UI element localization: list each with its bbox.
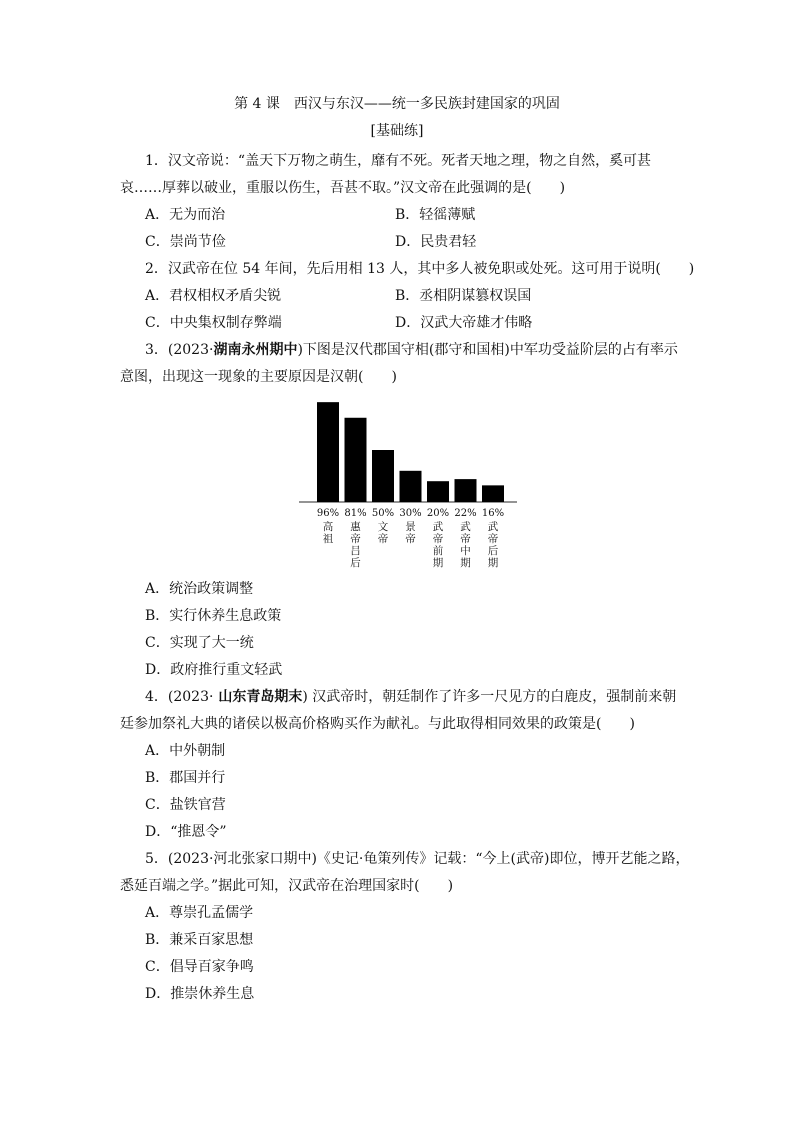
bar-1 [317, 402, 339, 502]
q1-line1: 1．汉文帝说：“盖天下万物之萌生，靡有不死。死者天地之理，物之自然，奚可甚 [145, 153, 652, 169]
q3-source: 湖南永州期中 [213, 342, 298, 358]
q3-option-b[interactable]: B．实行休养生息政策 [145, 608, 282, 624]
q3-option-a[interactable]: A．统治政策调整 [145, 581, 254, 597]
q2-line1: 2．汉武帝在位 54 年间，先后用相 13 人，其中多人被免职或处死。这可用于说明( ) [145, 261, 695, 277]
q4-line2: 廷参加祭礼大典的诸侯以极高价格购买作为献礼。与此取得相同效果的政策是( ) [120, 716, 635, 732]
value-label-6: 22% [454, 508, 477, 519]
q1-option-a[interactable]: A．无为而治 [145, 207, 226, 223]
bar-chart [295, 393, 525, 573]
q2-option-b[interactable]: B．丞相阴谋篡权误国 [395, 288, 532, 304]
q5-option-a[interactable]: A．尊崇孔孟儒学 [145, 905, 254, 921]
value-label-3: 50% [371, 508, 395, 519]
chart-category-labels [323, 520, 499, 569]
q4-option-a[interactable]: A．中外朝制 [145, 743, 226, 759]
q3-option-c[interactable]: C．实现了大一统 [145, 635, 254, 651]
q4-line1 [145, 687, 676, 707]
q3-line1 [145, 340, 678, 360]
q3-line1-rest: )下图是汉代郡国守相(郡守和国相)中军功受益阶层的占有率示 [297, 342, 678, 358]
category-label-1: 高祖 [322, 521, 334, 545]
category-label-2: 惠帝吕后 [350, 521, 361, 569]
q3-line2: 意图，出现这一现象的主要原因是汉朝( ) [120, 369, 397, 385]
q5-line1-rest: )《史记·龟策列传》记载：“今上(武帝)即位，博开艺能之路， [311, 851, 690, 867]
chart-value-labels [317, 508, 504, 519]
q5-option-c[interactable]: C．倡导百家争鸣 [145, 959, 254, 975]
bar-7 [482, 485, 504, 502]
q4-prefix: 4．(2023· [145, 689, 214, 705]
q3-prefix: 3．(2023· [145, 342, 214, 358]
q5-option-b[interactable]: B．兼采百家思想 [145, 932, 254, 948]
q3-option-d[interactable]: D．政府推行重文轻武 [145, 662, 283, 678]
q5-option-d[interactable]: D．推崇休养生息 [145, 986, 255, 1002]
value-label-5: 20% [426, 508, 450, 519]
lesson-title: 第 4 课 西汉与东汉——统一多民族封建国家的巩固 [234, 96, 560, 112]
q4-option-d[interactable]: D．“推恩令” [145, 824, 227, 840]
q4-line1-rest: ) 汉武帝时，朝廷制作了许多一尺见方的白鹿皮，强制前来朝 [302, 689, 677, 705]
category-label-7: 武帝后期 [487, 521, 499, 569]
category-label-3: 文帝 [377, 521, 389, 545]
value-label-2: 81% [344, 508, 367, 519]
q4-option-c[interactable]: C．盐铁官营 [145, 797, 226, 813]
bar-3 [372, 450, 394, 502]
q2-option-a[interactable]: A．君权相权矛盾尖锐 [145, 288, 282, 304]
value-label-1: 96% [316, 508, 340, 519]
bar-5 [427, 481, 449, 502]
q2-option-c[interactable]: C．中央集权制存弊端 [145, 315, 282, 331]
q2-option-d[interactable]: D．汉武大帝雄才伟略 [395, 315, 533, 331]
bar-4 [400, 471, 422, 502]
value-label-7: 16% [481, 508, 505, 519]
value-label-4: 30% [399, 508, 422, 519]
q4-source: 山东青岛期末 [213, 689, 303, 705]
bar-2 [345, 418, 367, 502]
category-label-5: 武帝前期 [432, 521, 444, 569]
q1-option-c[interactable]: C．崇尚节俭 [145, 234, 226, 250]
q5-line1 [145, 849, 689, 869]
bar-6 [455, 479, 477, 502]
q1-line2: 哀……厚葬以破业，重服以伤生，吾甚不取。”汉文帝在此强调的是( ) [120, 180, 566, 196]
q1-option-d[interactable]: D．民贵君轻 [395, 234, 477, 250]
q4-option-b[interactable]: B．郡国并行 [145, 770, 226, 786]
category-label-6: 武帝中期 [460, 521, 471, 569]
section-label: [基础练] [370, 123, 424, 139]
category-label-4: 景帝 [405, 521, 416, 545]
chart-bars [317, 402, 504, 502]
q1-option-b[interactable]: B．轻徭薄赋 [395, 207, 476, 223]
q5-prefix: 5．(2023·河北张家口期中 [145, 851, 312, 867]
q5-line2: 悉延百端之学。”据此可知，汉武帝在治理国家时( ) [120, 878, 454, 894]
